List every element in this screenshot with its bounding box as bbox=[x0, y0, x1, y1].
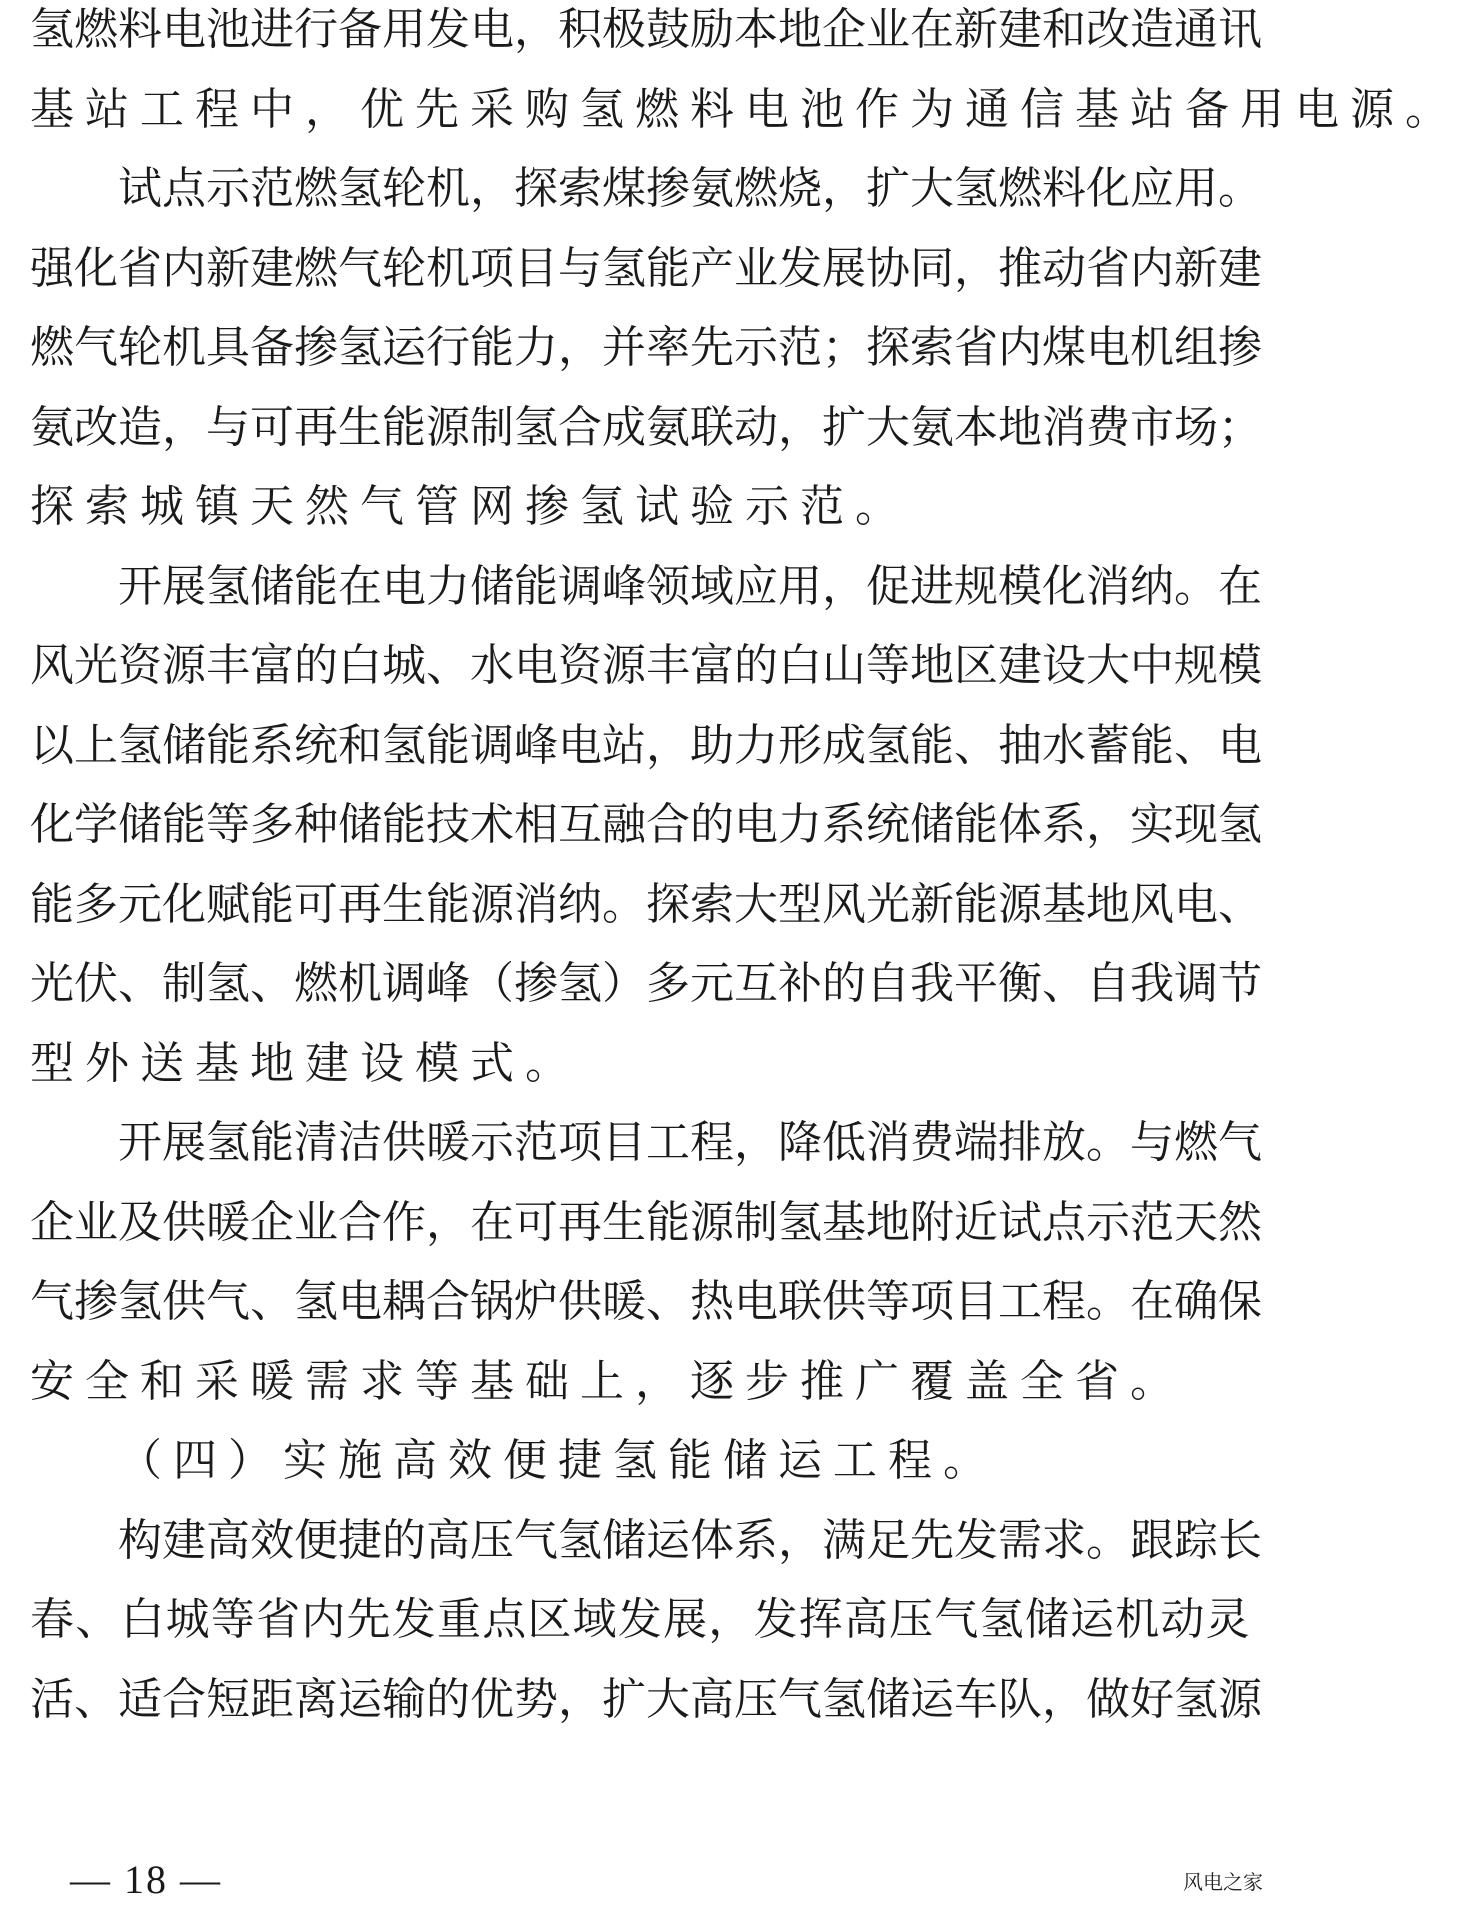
text-line: 光 伏 、 制 氢 、 燃 机 调 峰 （ 掺 氢 ） 多 元 互 补 的 自 我 平 衡 、 自 我 调 节 bbox=[30, 958, 1262, 1009]
text-line: 强 化 省 内 新 建 燃 气 轮 机 项 目 与 氢 能 产 业 发 展 协 同 ， 推 动 省 内 新 建 bbox=[30, 242, 1262, 294]
text-line: 型外送基地建设模式。 bbox=[30, 1037, 580, 1089]
text-line: 以 上 氢 储 能 系 统 和 氢 能 调 峰 电 站 ， 助 力 形 成 氢 能 、 抽 水 蓄 能 、 电 bbox=[30, 719, 1262, 771]
text-line: 开 展 氢 储 能 在 电 力 储 能 调 峰 领 域 应 用 ， 促 进 规 模 化 消 纳 。 在 bbox=[118, 560, 1262, 612]
text-line: 安全和采暖需求等基础上，逐步推广覆盖全省。 bbox=[30, 1355, 1185, 1407]
text-line: 氨 改 造 ， 与 可 再 生 能 源 制 氢 合 成 氨 联 动 ， 扩 大 氨 本 地 消 费 市 场 ； bbox=[30, 401, 1262, 453]
watermark-text: 风电之家 bbox=[1183, 1870, 1263, 1894]
text-line: 探索城镇天然气管网掺氢试验示范。 bbox=[30, 481, 910, 532]
page-number: — 18 — bbox=[70, 1857, 222, 1902]
text-line: 试 点 示 范 燃 氢 轮 机 ， 探 索 煤 掺 氨 燃 烧 ， 扩 大 氢 燃 料 化 应 用 。 bbox=[118, 163, 1262, 214]
text-line: 开 展 氢 能 清 洁 供 暖 示 范 项 目 工 程 ， 降 低 消 费 端 排 放 。 与 燃 气 bbox=[118, 1117, 1262, 1168]
text-line: （四）实施高效便捷氢能储运工程。 bbox=[118, 1435, 998, 1486]
text-line: 构 建 高 效 便 捷 的 高 压 气 氢 储 运 体 系 ， 满 足 先 发 需 求 。 跟 踪 长 bbox=[118, 1514, 1262, 1566]
text-line: 燃 气 轮 机 具 备 掺 氢 运 行 能 力 ， 并 率 先 示 范 ； 探 索 省 内 煤 电 机 组 掺 bbox=[30, 322, 1262, 373]
text-line: 企 业 及 供 暖 企 业 合 作 ， 在 可 再 生 能 源 制 氢 基 地 附 近 试 点 示 范 天 然 bbox=[30, 1196, 1262, 1248]
text-line: 春 、 白 城 等 省 内 先 发 重 点 区 域 发 展 ， 发 挥 高 压 气 氢 储 运 机 动 灵 bbox=[30, 1594, 1250, 1645]
text-line: 活 、 适 合 短 距 离 运 输 的 优 势 ， 扩 大 高 压 气 氢 储 运 车 队 ， 做 好 氢 源 bbox=[30, 1673, 1262, 1725]
text-line: 风 光 资 源 丰 富 的 白 城 、 水 电 资 源 丰 富 的 白 山 等 地 区 建 设 大 中 规 模 bbox=[30, 640, 1262, 691]
text-line: 气 掺 氢 供 气 、 氢 电 耦 合 锅 炉 供 暖 、 热 电 联 供 等 项 目 工 程 。 在 确 保 bbox=[30, 1276, 1262, 1327]
text-line: 能 多 元 化 赋 能 可 再 生 能 源 消 纳 。 探 索 大 型 风 光 新 能 源 基 地 风 电 、 bbox=[30, 878, 1262, 930]
text-line: 基站工程中，优先采购氢燃料电池作为通信基站备用电源。 bbox=[30, 83, 1460, 135]
text-line: 氢 燃 料 电 池 进 行 备 用 发 电 ， 积 极 鼓 励 本 地 企 业 在 新 建 和 改 造 通 讯 bbox=[30, 4, 1262, 55]
text-line: 化 学 储 能 等 多 种 储 能 技 术 相 互 融 合 的 电 力 系 统 储 能 体 系 ， 实 现 氢 bbox=[30, 799, 1262, 850]
